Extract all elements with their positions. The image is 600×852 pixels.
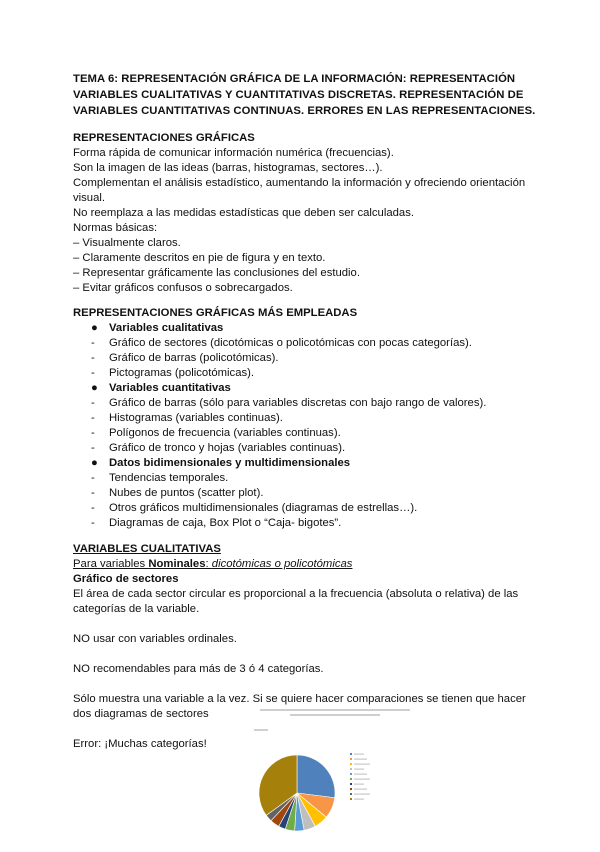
list-item: - Otros gráficos multidimensionales (diagramas de estrellas…). bbox=[91, 502, 418, 514]
page-title: TEMA 6: REPRESENTACIÓN GRÁFICA DE LA INFORMACIÓN: REPRESENTACIÓN VARIABLES CUALITATIVAS Y CUANTITATIVAS DISCRETAS. REPRESENTACIÓN DE VARIABLES CUANTITATIVAS CONTINUAS. ERRORES EN LAS REPRESENTACIONES. bbox=[73, 73, 536, 117]
legend-swatch bbox=[350, 798, 352, 800]
section-representaciones bbox=[73, 131, 543, 296]
legend-label bbox=[354, 779, 370, 780]
paragraph-line: dos diagramas de sectores bbox=[73, 708, 209, 720]
legend-label bbox=[354, 794, 370, 795]
list-item: - Histogramas (variables continuas). bbox=[91, 412, 283, 424]
section-heading: REPRESENTACIONES GRÁFICAS MÁS EMPLEADAS bbox=[73, 307, 358, 319]
legend-swatch bbox=[350, 763, 352, 765]
paragraph-line: Sólo muestra una variable a la vez. Si se quiere hacer comparaciones se tienen que hacer bbox=[73, 693, 526, 705]
text-line: – Evitar gráficos confusos o sobrecargados. bbox=[73, 282, 293, 294]
legend-label bbox=[354, 769, 364, 770]
legend-label bbox=[354, 789, 367, 790]
legend-swatch bbox=[350, 788, 352, 790]
text-line: visual. bbox=[73, 192, 106, 204]
text-line: Son la imagen de las ideas (barras, histogramas, sectores…). bbox=[73, 162, 383, 174]
chart-title-line bbox=[290, 714, 380, 716]
legend-swatch bbox=[350, 768, 352, 770]
list-item: - Gráfico de sectores (dicotómicas o policotómicas con pocas categorías). bbox=[91, 337, 472, 349]
list-item: - Pictogramas (policotómicas). bbox=[91, 367, 255, 379]
text-line: Normas básicas: bbox=[73, 222, 158, 234]
graph-heading: Gráfico de sectores bbox=[73, 573, 179, 585]
pie-chart bbox=[240, 707, 430, 847]
list-item: - Gráfico de tronco y hojas (variables continuas). bbox=[91, 442, 346, 454]
list-item: ● Datos bidimensionales y multidimensionales bbox=[91, 457, 351, 469]
text-line: Forma rápida de comunicar información numérica (frecuencias). bbox=[73, 147, 394, 159]
legend-swatch bbox=[350, 773, 352, 775]
list-item: - Nubes de puntos (scatter plot). bbox=[91, 487, 264, 499]
legend-label bbox=[354, 774, 367, 775]
section-mas-empleadas bbox=[73, 306, 543, 531]
legend-label bbox=[354, 759, 367, 760]
list-item: ● Variables cualitativas bbox=[91, 322, 224, 334]
text-line: – Representar gráficamente las conclusiones del estudio. bbox=[73, 267, 360, 279]
subheading: Para variables Nominales: dicotómicas o policotómicas bbox=[73, 558, 353, 570]
list-item: - Gráfico de barras (sólo para variables discretas con bajo rango de valores). bbox=[91, 397, 487, 409]
text-line: Complementan el análisis estadístico, aumentando la información y ofreciendo orientación bbox=[73, 177, 526, 189]
list-item: - Tendencias temporales. bbox=[91, 472, 229, 484]
paragraph-line: categorías de la variable. bbox=[73, 603, 200, 615]
series-label bbox=[254, 729, 268, 731]
pie-chart-figure bbox=[240, 707, 430, 847]
legend-label bbox=[354, 764, 370, 765]
paragraph-line: NO recomendables para más de 3 ó 4 categorías. bbox=[73, 663, 324, 675]
legend-label bbox=[354, 784, 364, 785]
legend-label bbox=[354, 799, 364, 800]
legend-label bbox=[354, 754, 364, 755]
list-item: - Gráfico de barras (policotómicas). bbox=[91, 352, 279, 364]
legend-swatch bbox=[350, 753, 352, 755]
section-heading: REPRESENTACIONES GRÁFICAS bbox=[73, 132, 255, 144]
list-item: ● Variables cuantitativas bbox=[91, 382, 231, 394]
error-note: Error: ¡Muchas categorías! bbox=[73, 738, 207, 750]
paragraph-line: El área de cada sector circular es proporcional a la frecuencia (absoluta o relativa) de las bbox=[73, 588, 519, 600]
legend-swatch bbox=[350, 783, 352, 785]
list-item: - Polígonos de frecuencia (variables continuas). bbox=[91, 427, 341, 439]
legend-swatch bbox=[350, 778, 352, 780]
chart-title-line bbox=[260, 709, 410, 711]
text-line: – Visualmente claros. bbox=[73, 237, 181, 249]
list-item: - Diagramas de caja, Box Plot o “Caja- bigotes”. bbox=[91, 517, 342, 529]
legend-swatch bbox=[350, 793, 352, 795]
section-heading: VARIABLES CUALITATIVAS bbox=[73, 543, 221, 555]
legend-swatch bbox=[350, 758, 352, 760]
pie-slice bbox=[297, 755, 335, 798]
paragraph-line: NO usar con variables ordinales. bbox=[73, 633, 237, 645]
text-line: – Claramente descritos en pie de figura y en texto. bbox=[73, 252, 326, 264]
text-line: No reemplaza a las medidas estadísticas que deben ser calculadas. bbox=[73, 207, 414, 219]
